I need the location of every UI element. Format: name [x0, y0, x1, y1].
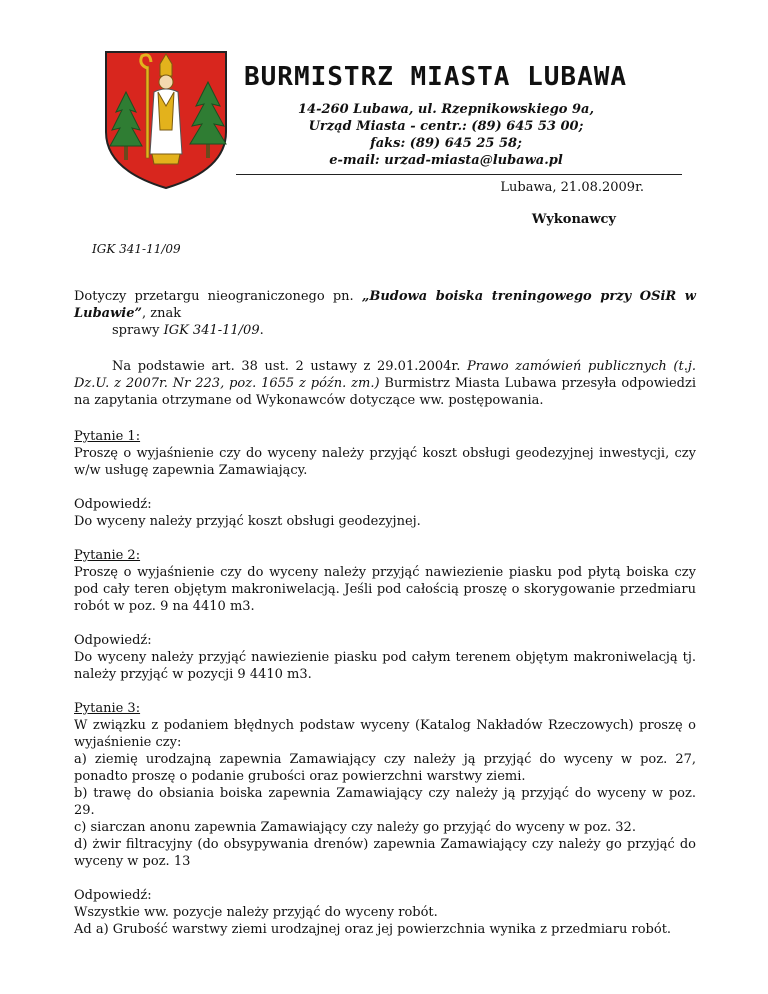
question-item-c: c) siarczan anonu zapewnia Zamawiający czy należy go przyjąć do wyceny w poz. 32. — [74, 820, 636, 835]
phone-line: Urząd Miasta - centr.: (89) 645 53 00; — [308, 119, 584, 134]
question-label: Pytanie 2: — [74, 548, 141, 563]
letterhead-address — [236, 101, 656, 169]
question-label: Pytanie 1: — [74, 429, 141, 444]
page-title: BURMISTRZ MIASTA LUBAWA — [244, 62, 628, 92]
question-3 — [74, 700, 696, 870]
subject-reference: IGK 341-11/09 — [163, 323, 260, 338]
question-1 — [74, 428, 696, 479]
question-label: Pytanie 3: — [74, 701, 141, 716]
letter-body — [74, 288, 696, 955]
place-date: Lubawa, 21.08.2009r. — [500, 180, 644, 195]
subject-line2-suffix: . — [259, 323, 264, 338]
answer-label: Odpowiedź: — [74, 633, 152, 648]
answer-label: Odpowiedź: — [74, 497, 152, 512]
subject-line — [74, 288, 696, 339]
coat-of-arms-icon — [102, 46, 230, 192]
answer-3 — [74, 887, 696, 938]
question-item-d: d) żwir filtracyjny (do obsypywania drenów) zapewnia Zamawiający czy należy go przyjąć do wyceny w poz. 13 — [74, 837, 696, 869]
intro-paragraph — [74, 358, 696, 409]
law-citation: Prawo zamówień publicznych (t.j. Dz.U. z 2007r. Nr 223, poz. 1655 z późn. zm.) — [74, 359, 697, 391]
question-item-b: b) trawę do obsiania boiska zapewnia Zamawiający czy należy ją przyjąć do wyceny w poz. 29. — [74, 786, 696, 818]
question-text: Proszę o wyjaśnienie czy do wyceny należy przyjąć nawiezienie piasku pod płytą boiska czy pod cały teren objętym makroniwelacją. Jeśli pod całością proszę o skorygowanie przedmiaru robót w poz. 9 na 4410 m3. — [74, 565, 696, 614]
answer-2 — [74, 632, 696, 683]
answer-1 — [74, 496, 696, 530]
answer-text: Do wyceny należy przyjąć nawiezienie piasku pod całym terenem objętym makroniwelacją tj. należy przyjąć w pozycji 9 4410 m3. — [74, 650, 696, 682]
question-2 — [74, 547, 696, 615]
tender-name: „Budowa boiska treningowego przy OSiR w Lubawie” — [74, 289, 696, 321]
address-line: 14-260 Lubawa, ul. Rzepnikowskiego 9a, — [298, 102, 594, 117]
email-line: e-mail: urzad-miasta@lubawa.pl — [329, 153, 563, 168]
intro-part1: Na podstawie art. 38 ust. 2 ustawy z 29.01.2004r. — [112, 359, 467, 374]
question-intro: W związku z podaniem błędnych podstaw wyceny (Katalog Nakładów Rzeczowych) proszę o wyjaśnienie czy: — [74, 718, 696, 750]
intro-part2: Burmistrz Miasta Lubawa przesyła odpowiedzi na zapytania otrzymane od Wykonawców dotyczące ww. postępowania. — [74, 376, 697, 408]
question-text: Proszę o wyjaśnienie czy do wyceny należy przyjąć koszt obsługi geodezyjnej inwestycji, czy w/w usługę zapewnia Zamawiający. — [74, 446, 696, 478]
answer-text: Wszystkie ww. pozycje należy przyjąć do wyceny robót. — [74, 905, 438, 920]
subject-prefix: Dotyczy przetargu nieograniczonego pn. — [74, 289, 362, 304]
answer-label: Odpowiedź: — [74, 888, 152, 903]
subject-line2-prefix: sprawy — [112, 323, 164, 338]
answer-text: Do wyceny należy przyjąć koszt obsługi geodezyjnej. — [74, 514, 421, 529]
addressee: Wykonawcy — [531, 212, 616, 227]
subject-suffix: , znak — [141, 306, 182, 321]
fax-line: faks: (89) 645 25 58; — [370, 136, 522, 151]
answer-text-ad-a: Ad a) Grubość warstwy ziemi urodzajnej oraz jej powierzchnia wynika z przedmiaru robót. — [74, 922, 672, 937]
reference-number: IGK 341-11/09 — [92, 242, 181, 256]
header-divider — [236, 174, 682, 175]
question-item-a: a) ziemię urodzajną zapewnia Zamawiający czy należy ją przyjąć do wyceny w poz. 27, ponadto proszę o podanie grubości oraz powierzchni warstwy ziemi. — [74, 752, 696, 784]
